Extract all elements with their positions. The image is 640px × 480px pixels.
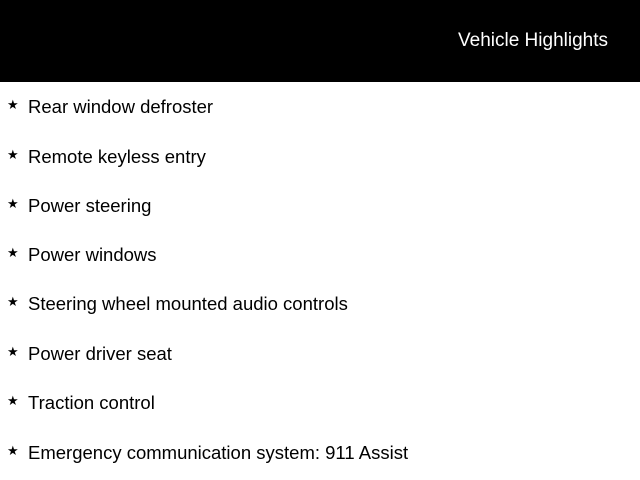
feature-label: Power windows	[28, 244, 157, 265]
feature-label: Power steering	[28, 195, 152, 216]
feature-label: Power driver seat	[28, 343, 172, 364]
star-icon: ★	[7, 394, 19, 409]
page-title: Vehicle Highlights	[458, 30, 608, 51]
header-banner	[0, 0, 640, 82]
star-icon: ★	[7, 345, 19, 360]
list-item	[0, 343, 640, 367]
list-item	[0, 96, 640, 120]
feature-label: Remote keyless entry	[28, 146, 206, 167]
feature-label: Steering wheel mounted audio controls	[28, 293, 348, 314]
list-item	[0, 392, 640, 416]
feature-label: Emergency communication system: 911 Assist	[28, 442, 409, 463]
star-icon: ★	[7, 295, 19, 310]
list-item	[0, 442, 640, 466]
star-icon: ★	[7, 197, 19, 212]
feature-label: Traction control	[28, 392, 155, 413]
list-item	[0, 195, 640, 219]
feature-label: Rear window defroster	[28, 96, 214, 117]
star-icon: ★	[7, 98, 19, 113]
list-item	[0, 146, 640, 170]
star-icon: ★	[7, 148, 19, 163]
list-item	[0, 244, 640, 268]
list-item	[0, 293, 640, 317]
star-icon: ★	[7, 444, 19, 459]
star-icon: ★	[7, 246, 19, 261]
